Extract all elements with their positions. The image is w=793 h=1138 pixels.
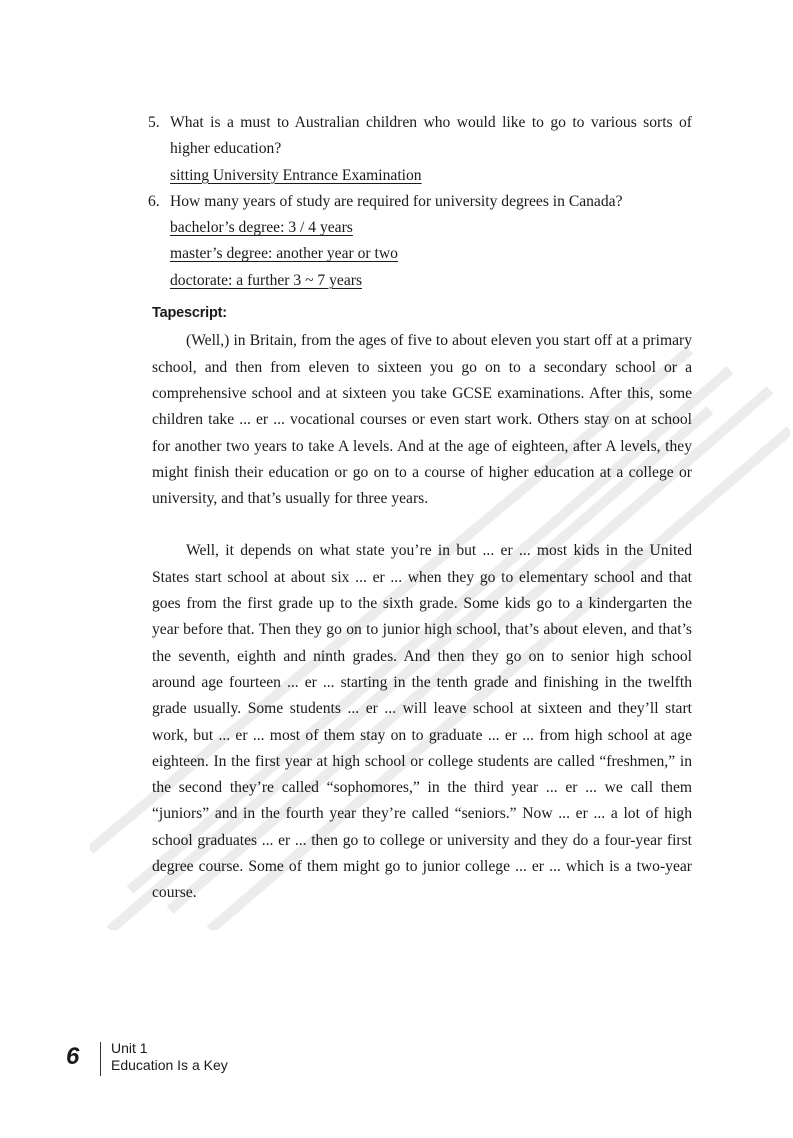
question-6	[148, 189, 692, 294]
unit-title: Education Is a Key	[111, 1056, 228, 1073]
answer-line	[148, 241, 692, 267]
paragraph-gap	[152, 512, 692, 538]
answer-text: doctorate: a further 3 ~ 7 years	[170, 271, 363, 289]
answer-line	[148, 268, 692, 294]
tapescript-paragraph-britain: (Well,) in Britain, from the ages of five to about eleven you start off at a primary school, and then from eleven to sixteen you go on to a secondary school or a comprehensive school and at sixteen you take GCSE examinations. After this, some children take ... er ... vocational courses or even start work. Others stay on at school for another two years to take A levels. And at the age of eighteen, after A levels, they might finish their education or go on to a course of higher education at a college or university, and that’s usually for three years.	[152, 332, 692, 508]
question-number: 5.	[148, 114, 160, 131]
question-text: How many years of study are required for university degrees in Canada?	[170, 192, 623, 210]
footer-unit-info	[111, 1040, 228, 1073]
question-5	[148, 110, 692, 189]
page-number: 6	[66, 1043, 80, 1070]
tapescript-paragraph-usa: Well, it depends on what state you’re in but ... er ... most kids in the United States start school at about six ... er ... when they go to elementary school and that goes from the first grade up to the sixth grade. Some kids go to a kindergarten the year before that. Then they go on to junior high school, that’s about eleven, and that’s the seventh, eighth and ninth grades. And then they go on to senior high school around age fourteen ... er ... starting in the tenth grade and finishing in the twelfth grade usually. Some students ... er ... will leave school at sixteen and they’ll start work, but ... er ... most of them stay on to graduate ... er ... from high school at age eighteen. In the first year at high school or college students are called “freshmen,” in the second they’re called “sophomores,” in the third year ... er ... we call them “juniors” and in the fourth year they’re called “seniors.” Now ... er ... a lot of high school graduates ... er ... then go to college or university and they do a four-year first degree course. Some of them might go to junior college ... er ... which is a two-year course.	[152, 542, 692, 902]
answer-text: master’s degree: another year or two	[170, 245, 398, 263]
answer-line	[148, 215, 692, 241]
footer-divider	[100, 1042, 101, 1076]
answer-text: bachelor’s degree: 3 / 4 years	[170, 219, 353, 237]
question-text: What is a must to Australian children who would like to go to various sorts of higher education?	[170, 114, 692, 158]
page-footer	[66, 1040, 228, 1076]
tapescript-heading: Tapescript:	[152, 305, 227, 322]
answer-text: sitting University Entrance Examination	[170, 166, 422, 184]
unit-label: Unit 1	[111, 1040, 148, 1056]
answer-line	[148, 163, 692, 189]
main-content	[148, 110, 692, 907]
question-number: 6.	[148, 192, 160, 210]
